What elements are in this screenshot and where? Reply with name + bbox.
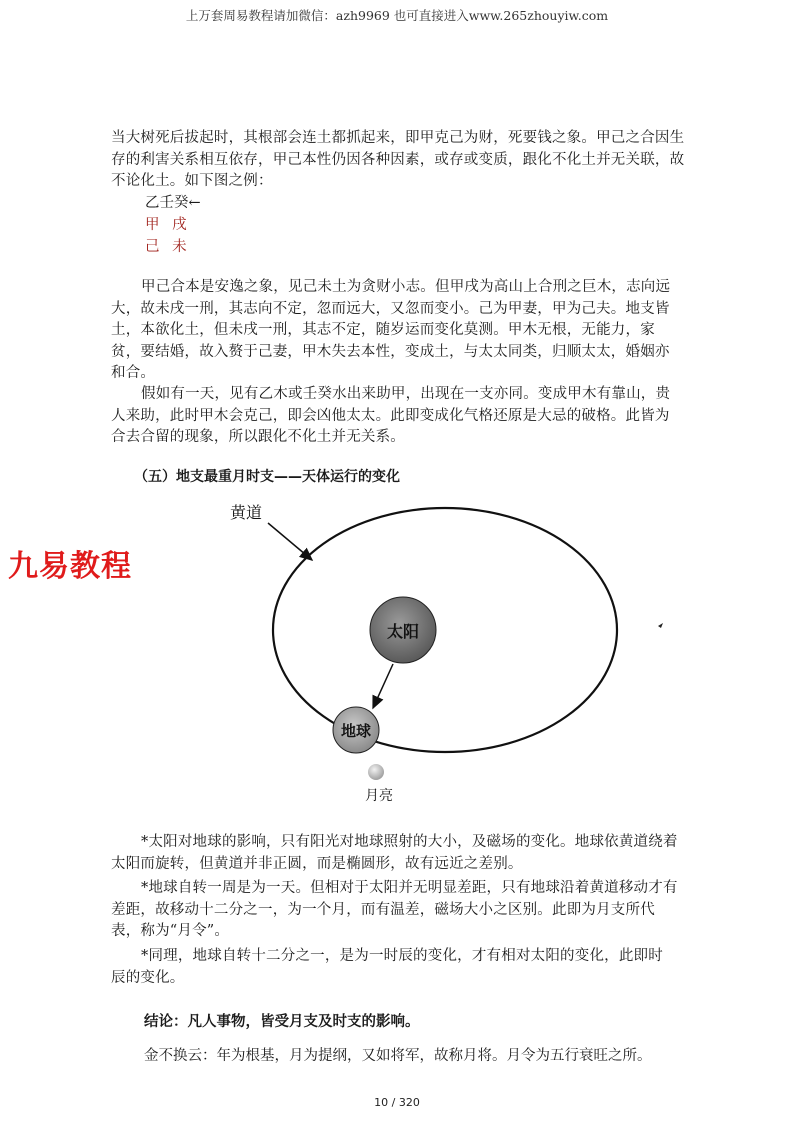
section-title: （五）地支最重月时支——天体运行的变化 [134,469,400,485]
ecliptic-arrow [268,523,312,560]
note-paragraph-1 [111,832,686,875]
paragraph-3 [111,384,686,449]
chart-row-2: 甲 戌 [145,217,191,233]
text-line: 贫，要结婚，故入赘于己妻，甲木失去本性，变成土，与太太同类，归顺太太，婚姻亦 [111,343,670,360]
text-line: 大，故未戌一刑，其志向不定，忽而远大，又忽而变小。己为甲妻，甲为己夫。地支皆 [111,300,670,317]
watermark: 九易教程 [8,549,132,584]
text-line: *太阳对地球的影响，只有阳光对地球照射的大小，及磁场的变化。地球依黄道绕着 [141,834,678,850]
text-line: 太阳而旋转，但黄道并非正圆，而是椭圆形，故有远近之差别。 [111,855,523,872]
note-paragraph-2 [111,878,686,943]
page-header: 上万套周易教程请加微信：azh9969 也可直接进入www.265zhouyiw.com [185,8,609,23]
moon-label: 月亮 [365,788,393,804]
ecliptic-orbit [273,508,617,752]
text-line: 土，本欲化土，但未戌一刑，其志不定，随岁运而变化莫测。甲木无根，无能力，家 [111,322,655,338]
moon-circle [368,764,384,780]
text-line: 人来助，此时甲木会克己，即会凶他太太。此即变成化气格还原是大忌的破格。此皆为 [111,407,670,424]
paragraph-2 [111,277,686,385]
page-number: 10 / 320 [374,1096,420,1109]
text-line: 当大树死后拔起时，其根部会连土都抓起来，即甲克己为财，死要钱之象。甲己之合因生 [111,130,685,146]
sun-earth-arrow [373,664,393,708]
chart-row-3: 己 未 [145,239,191,255]
earth-label: 地球 [340,722,372,740]
speck-mark [658,623,663,628]
text-line: 表，称为“月令”。 [111,923,230,939]
ecliptic-label: 黄道 [230,503,263,522]
text-line: 合去合留的现象，所以跟化不化土并无关系。 [111,429,405,445]
conclusion: 结论：凡人事物，皆受月支及时支的影响。 [144,1014,420,1030]
text-line: 不论化土。如下图之例： [111,173,273,189]
text-line: 辰的变化。 [111,969,185,986]
intro-paragraph [111,128,686,193]
sun-label: 太阳 [386,622,420,641]
quote-line: 金不换云：年为根基，月为提纲，又如将军，故称月将。月令为五行衰旺之所。 [144,1048,652,1064]
chart-row-1: 乙壬癸← [145,195,201,211]
note-paragraph-3 [111,946,686,989]
text-line: *同理，地球自转十二分之一，是为一时辰的变化，才有相对太阳的变化，此即时 [141,948,663,964]
text-line: 甲己合本是安逸之象，见己未土为贪财小志。但甲戌为高山上合刑之巨木，志向远 [141,279,671,295]
text-line: 存的利害关系相互依存，甲己本性仍因各种因素，或存或变质，跟化不化土并无关联，故 [111,151,685,168]
solar-diagram [0,490,794,830]
text-line: 假如有一天，见有乙木或壬癸水出来助甲，出现在一支亦同。变成甲木有靠山，贵 [141,386,671,402]
text-line: 和合。 [111,365,156,381]
text-line: 差距，故移动十二分之一，为一个月，而有温差，磁场大小之区别。此即为月支所代 [111,901,655,918]
text-line: *地球自转一周是为一天。但相对于太阳并无明显差距，只有地球沿着黄道移动才有 [141,880,678,896]
